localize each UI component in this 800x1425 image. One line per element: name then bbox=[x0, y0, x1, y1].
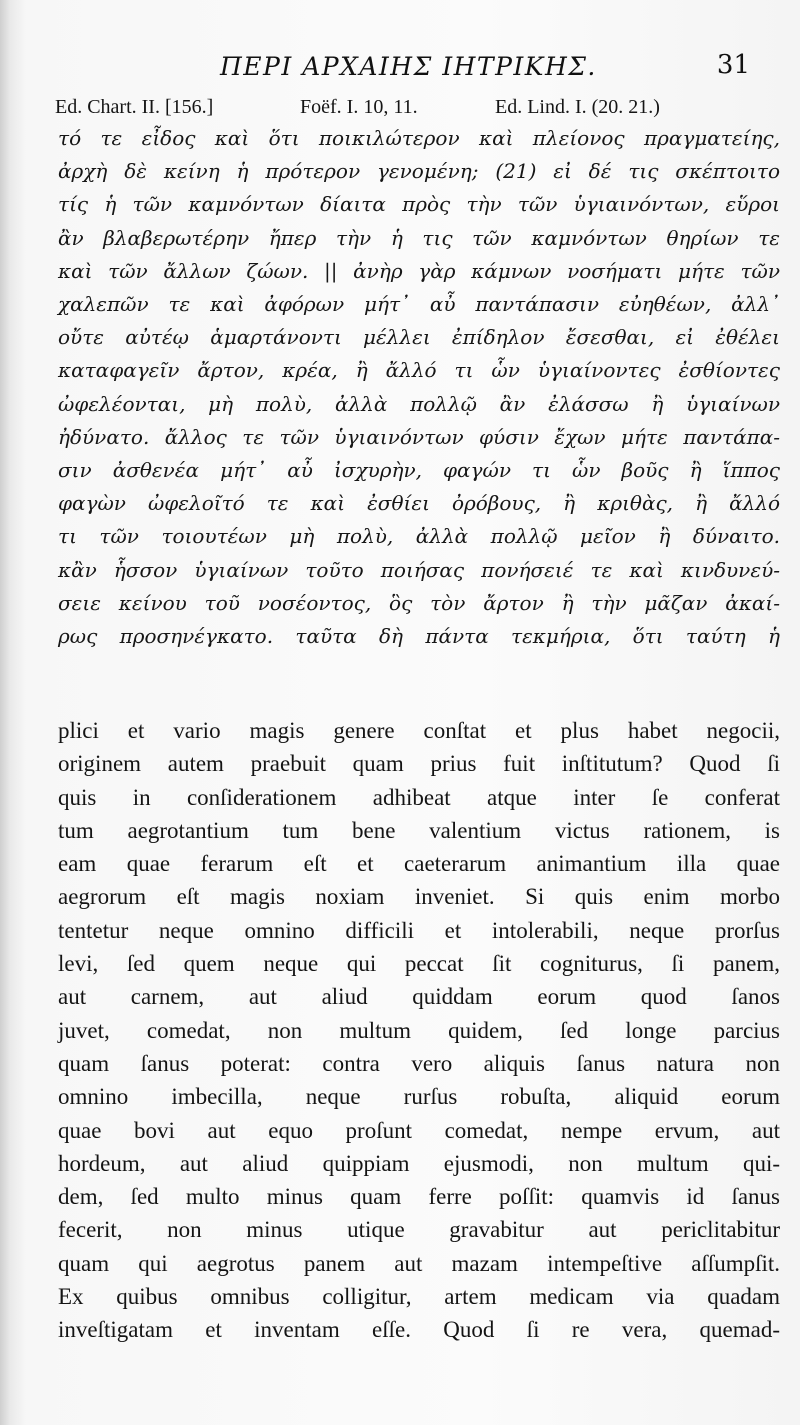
greek-line: φαγὼν ὠφελοῖτό τε καὶ ἐσθίει ὀρόβους, ἢ κριθὰς, ἢ ἄλλό bbox=[58, 491, 780, 516]
latin-line: hordeum, aut aliud quippiam ejusmodi, non multum qui- bbox=[58, 1150, 780, 1176]
page-number: 31 bbox=[716, 50, 750, 80]
running-head bbox=[60, 52, 750, 92]
running-title: ΠΕΡΙ ΑΡΧΑΙΗΣ ΙΗΤΡΙΚΗΣ. bbox=[220, 52, 597, 81]
greek-line: ἠδύνατο. ἄλλος τε τῶν ὑγιαινόντων φύσιν ἔχων μήτε παντάπα- bbox=[58, 424, 780, 449]
greek-line: οὔτε αὐτέῳ ἁμαρτάνοντι μέλλει ἐπίδηλον ἔσεσθαι, εἰ ἐθέλει bbox=[58, 325, 780, 350]
latin-line: quam ſanus poterat: contra vero aliquis ſanus natura non bbox=[58, 1050, 780, 1076]
greek-line: τίς ἡ τῶν καμνόντων δίαιτα πρὸς τὴν τῶν ὑγιαινόντων, εὕροι bbox=[58, 192, 780, 217]
greek-line: ρως προσηνέγκατο. ταῦτα δὴ πάντα τεκμήρια, ὅτι ταύτη ἡ bbox=[58, 624, 780, 649]
edition-lind-ref: Ed. Lind. I. (20. 21.) bbox=[495, 96, 660, 118]
greek-line: τι τῶν τοιουτέων μὴ πολὺ, ἀλλὰ πολλῷ μεῖον ἢ δύναιτο. bbox=[58, 524, 780, 549]
latin-text-block bbox=[58, 714, 780, 1347]
greek-line: κἂν ἧσσον ὑγιαίνων τοῦτο ποιήσας πονήσειέ τε καὶ κινδυνεύ- bbox=[58, 557, 780, 582]
latin-line: tentetur neque omnino difficili et intolerabili, neque prorſus bbox=[58, 917, 780, 943]
latin-line: aegrorum eſt magis noxiam inveniet. Si quis enim morbo bbox=[58, 884, 780, 910]
latin-line: inveſtigatam et inventam eſſe. Quod ſi re vera, quemad- bbox=[58, 1317, 780, 1343]
greek-line: ὠφελέονται, μὴ πολὺ, ἀλλὰ πολλῷ ἂν ἐλάσσω ἢ ὑγιαίνων bbox=[58, 391, 780, 416]
greek-line: χαλεπῶν τε καὶ ἀφόρων μήτ᾽ αὖ παντάπασιν εὐηθέων, ἀλλ᾽ bbox=[58, 292, 780, 317]
latin-line: originem autem praebuit quam prius fuit inſtitutum? Quod ſi bbox=[58, 751, 780, 777]
latin-line: quis in conſiderationem adhibeat atque inter ſe conferat bbox=[58, 784, 780, 810]
latin-line: quae bovi aut equo proſunt comedat, nempe ervum, aut bbox=[58, 1117, 780, 1143]
latin-line: plici et vario magis genere conſtat et plus habet negocii, bbox=[58, 718, 780, 743]
latin-line: tum aegrotantium tum bene valentium victus rationem, is bbox=[58, 817, 780, 843]
latin-line: omnino imbecilla, neque rurſus robuſta, aliquid eorum bbox=[58, 1084, 780, 1110]
greek-line: τό τε εἶδος καὶ ὅτι ποικιλώτερον καὶ πλείονος πραγματείης, bbox=[58, 126, 780, 150]
edition-foes-ref: Foëf. I. 10, 11. bbox=[300, 96, 418, 118]
latin-line: fecerit, non minus utique gravabitur aut periclitabitur bbox=[58, 1217, 780, 1243]
latin-line: aut carnem, aut aliud quiddam eorum quod ſanos bbox=[58, 984, 780, 1010]
edition-chart-ref: Ed. Chart. II. [156.] bbox=[55, 96, 214, 118]
latin-line: dem, ſed multo minus quam ferre poſſit: quamvis id ſanus bbox=[58, 1184, 780, 1210]
latin-line: quam qui aegrotus panem aut mazam intempeſtive aſſumpſit. bbox=[58, 1250, 780, 1276]
latin-line: levi, ſed quem neque qui peccat ſit cogniturus, ſi panem, bbox=[58, 951, 780, 977]
greek-line: σιν ἀσθενέα μήτ᾽ αὖ ἰσχυρὴν, φαγών τι ὧν βοῦς ἢ ἵππος bbox=[58, 458, 780, 483]
greek-line: καὶ τῶν ἄλλων ζώων. || ἀνὴρ γὰρ κάμνων νοσήματι μήτε τῶν bbox=[58, 258, 780, 283]
latin-line: Ex quibus omnibus colligitur, artem medicam via quadam bbox=[58, 1284, 780, 1310]
latin-line: juvet, comedat, non multum quidem, ſed longe parcius bbox=[58, 1017, 780, 1043]
latin-line: eam quae ferarum eſt et caeterarum animantium illa quae bbox=[58, 851, 780, 877]
greek-line: ἀρχὴ δὲ κείνη ἡ πρότερον γενομένη; (21) εἰ δέ τις σκέπτοιτο bbox=[58, 159, 780, 184]
greek-line: καταφαγεῖν ἄρτον, κρέα, ἢ ἄλλό τι ὧν ὑγιαίνοντες ἐσθίοντες bbox=[58, 358, 780, 383]
greek-text-block bbox=[58, 122, 780, 653]
greek-line: σειε κείνου τοῦ νοσέοντος, ὃς τὸν ἄρτον ἢ τὴν μᾶζαν ἀκαί- bbox=[58, 590, 780, 615]
greek-line: ἂν βλαβερωτέρην ἤπερ τὴν ἡ τις τῶν καμνόντων θηρίων τε bbox=[58, 225, 780, 250]
